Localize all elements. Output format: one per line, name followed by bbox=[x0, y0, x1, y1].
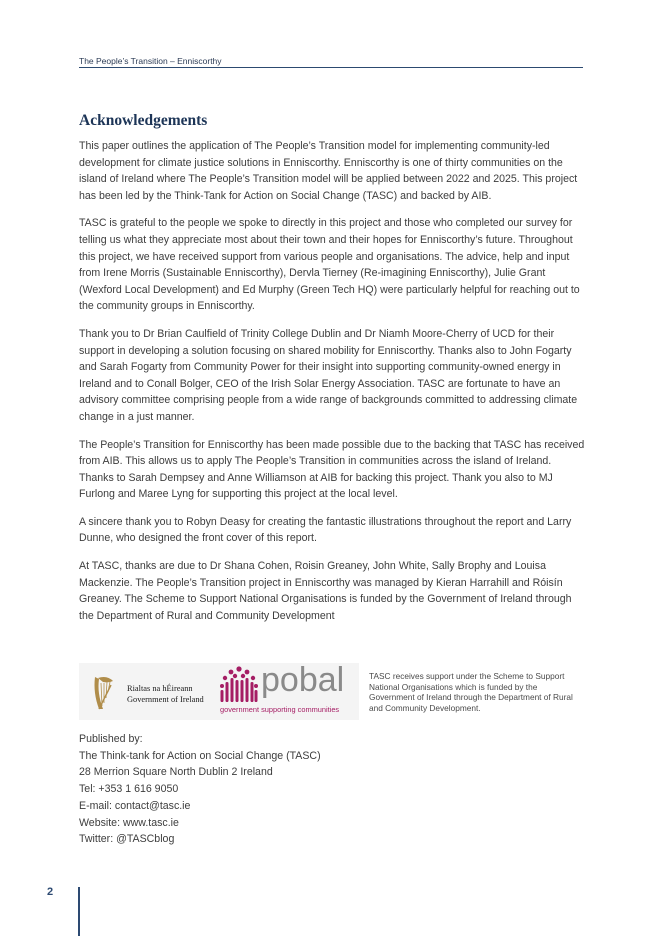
paragraph-4: The People’s Transition for Enniscorthy has been made possible due to the backing that TASC has received from AIB. This allows us to apply The People’s Transition in communities across the island of Ireland. Thanks to Sarah Dempsey and Anne Williamson at AIB for backing this project. Thank you also to MJ Furlong and Maree Lyng for supporting this project at the local level. bbox=[79, 438, 585, 501]
funding-note: TASC receives support under the Scheme to Support National Organisations which is funded by the Government of Ireland through the Department of Rural and Community Development. bbox=[369, 671, 573, 713]
publisher-address: 28 Merrion Square North Dublin 2 Ireland bbox=[79, 766, 273, 779]
pobal-tagline: government supporting communities bbox=[220, 705, 340, 714]
publisher-name: The Think-tank for Action on Social Change (TASC) bbox=[79, 749, 321, 762]
acknowledgements-body bbox=[79, 138, 585, 635]
publisher-block bbox=[79, 731, 321, 848]
page-number: 2 bbox=[47, 886, 54, 898]
government-of-ireland-logo bbox=[89, 673, 214, 711]
paragraph-6: At TASC, thanks are due to Dr Shana Cohen, Roisin Greaney, John White, Sally Brophy and Louisa Mackenzie. The People’s Transition project in Enniscorthy was managed by Kieran Harrahill and Róisín Greaney. The Scheme to Support National Organisations is funded by the Government of Ireland through the Department of Rural and Community Development bbox=[79, 560, 572, 622]
paragraph-1: This paper outlines the application of The People’s Transition model for implementing community-led development for climate justice solutions in Enniscorthy. Enniscorthy is one of thirty communities on the island of Ireland where The People’s Transition model will be applied between 2022 and 2025. This project has been led by the Think-Tank for Action on Social Change (TASC) and backed by AIB. bbox=[79, 140, 578, 202]
paragraph-3: Thank you to Dr Brian Caulfield of Trinity College Dublin and Dr Niamh Moore-Cherry of UCD for their support in developing a solution focusing on shared mobility for Enniscorthy. Thanks also to John Fogarty and Sarah Fogarty from Community Power for their insight into supporting community-owned energy in Ireland and to Conall Bolger, CEO of the Irish Solar Energy Association. TASC are fortunate to have an advisory committee comprising people from a wide range of backgrounds committed to addressing climate change in a just manner. bbox=[79, 327, 578, 423]
publisher-website: Website: www.tasc.ie bbox=[79, 816, 179, 829]
paragraph-2: TASC is grateful to the people we spoke to directly in this project and those who completed our survey for telling us what they appreciate most about their town and their hopes for Enniscorthy’s future. Throughout this project, we have received support from various people and organisations. The advice, help and input from Irene Morris (Sustainable Enniscorthy), Dervla Tierney (Re-imagining Enniscorthy), Julie Grant (Wexford Local Development) and Ed Murphy (Green Tech HQ) were particularly helpful for reaching out to the community groups in Enniscorthy. bbox=[79, 217, 580, 313]
pobal-logo bbox=[217, 661, 355, 719]
govt-name-english: Government of Ireland bbox=[127, 695, 204, 704]
pobal-wordmark: pobal bbox=[261, 661, 345, 699]
harp-icon bbox=[89, 673, 119, 713]
publisher-email: E-mail: contact@tasc.ie bbox=[79, 799, 191, 812]
published-by-label: Published by: bbox=[79, 733, 143, 745]
publisher-twitter: Twitter: @TASCblog bbox=[79, 833, 175, 846]
footer-divider bbox=[78, 887, 80, 936]
funder-logos bbox=[79, 663, 359, 720]
govt-name-irish: Rialtas na hÉireann bbox=[127, 684, 193, 693]
pobal-people-icon bbox=[219, 666, 259, 704]
running-header: The People’s Transition – Enniscorthy bbox=[79, 56, 583, 68]
publisher-telephone: Tel: +353 1 616 9050 bbox=[79, 783, 179, 796]
page-title: Acknowledgements bbox=[79, 112, 208, 129]
paragraph-5: A sincere thank you to Robyn Deasy for creating the fantastic illustrations throughout the report and Larry Dunne, who designed the front cover of this report. bbox=[79, 515, 572, 545]
